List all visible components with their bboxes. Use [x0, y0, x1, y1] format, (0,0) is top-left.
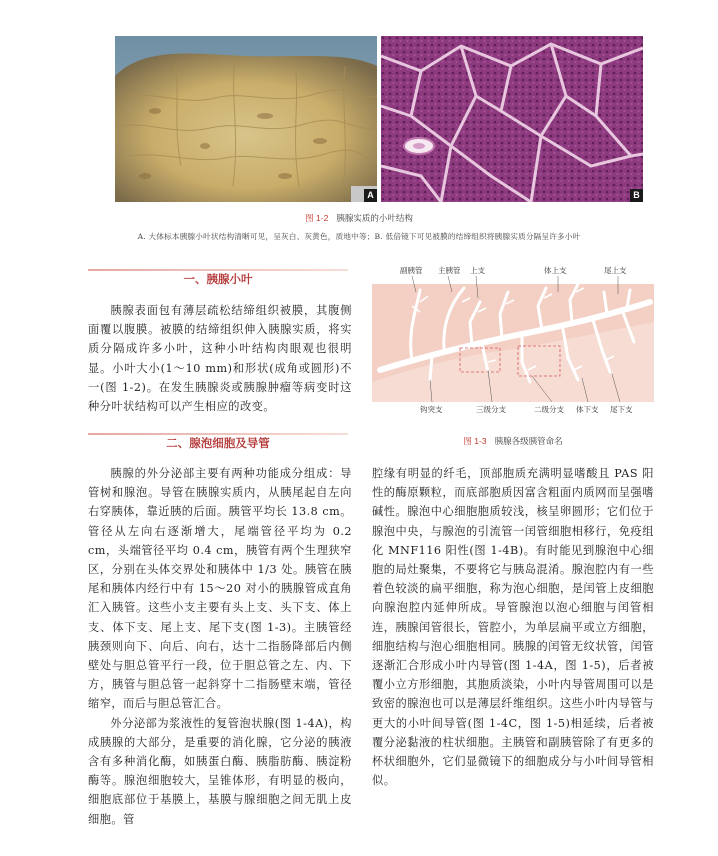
label-main-duct: 主胰管 — [438, 266, 461, 275]
label-secondary-branch: 二级分支 — [534, 405, 564, 414]
section-1-heading-text: 一、胰腺小叶 — [183, 274, 253, 286]
section-2-heading — [88, 435, 348, 451]
section-1-paragraph-text: 胰腺表面包有薄层疏松结缔组织被膜，其腹侧面覆以腹膜。被膜的结缔组织伸入胰腺实质，将实质分隔成许多小叶，这种小叶结构肉眼观也很明显。小叶大小(1～10 mm)和形状(成角或圆形)不一(图 1-2)。在发生胰腺炎或胰腺肿瘤等病变时这种分叶状结构可以产生相应的改变。 — [88, 304, 352, 414]
histology-micrograph — [381, 36, 643, 202]
section-1-heading — [88, 271, 348, 287]
section-2-paragraph-3: 腔缘有明显的纤毛，顶部胞质充满明显嗜酸且 PAS 阳性的酶原颗粒，而底部胞质因富含粗面内质网而呈强嗜碱性。腺泡中心细胞胞质较浅，核呈卵圆形；它们位于腺泡中央，与腺泡的引流管一闰管细胞相移行，免疫组化 MNF116 阳性(图 1-4B)。有时能见到腺泡中心细胞的局灶聚集，不要将它与胰岛混淆。腺泡腔内有一些着色较淡的扁平细胞，称为泡心细胞，是闰管上皮细胞向腺泡腔内延伸所成。导管腺泡以泡心细胞与闰管相连，胰腺闰管很长，管腔小，为单层扁平或立方细胞，细胞结构与泡心细胞相同。胰腺的闰管无纹状管，闰管逐渐汇合形成小叶内导管(图 1-4A，图 1-5)，后者被覆小立方形细胞，其胞质淡染，小叶内导管周围可以是致密的腺泡也可以是薄层纤维组织。这些小叶内导管与更大的小叶间导管(图 1-4C，图 1-5)相延续，后者被覆分泌黏液的柱状细胞。主胰管和副胰管除了有更多的杯状细胞外，它们显微镜下的细胞成分与小叶间导管相似。 — [372, 467, 654, 788]
label-upper-branch: 上支 — [470, 266, 485, 275]
panel-letter-a: A — [364, 189, 377, 202]
pancreatic-duct-diagram — [372, 262, 654, 420]
section-2-right-column — [372, 464, 654, 790]
label-body-upper-branch: 体上支 — [544, 266, 567, 275]
section-2-heading-text: 二、腺泡细胞及导管 — [166, 438, 270, 450]
figure-1-3-title: 胰腺各级胰管命名 — [494, 436, 563, 446]
section-2-paragraph-2: 外分泌部为浆液性的复管泡状腺(图 1-4A)，构成胰腺的大部分，是重要的消化腺，它分泌的胰液含有多种消化酶，如胰蛋白酶、胰脂肪酶、胰淀粉酶等。腺泡细胞较大，呈锥体形，有明显的极向，细胞底部位于基膜上，基膜与腺细胞之间无肌上皮细胞。管 — [88, 716, 352, 826]
figure-1-3-number: 图 1-3 — [463, 436, 487, 446]
figure-1-2-caption — [0, 212, 718, 224]
panel-letter-b: B — [630, 189, 643, 202]
figure-1-2-title: 胰腺实质的小叶结构 — [336, 213, 413, 223]
label-tertiary-branch: 三级分支 — [476, 405, 506, 414]
label-body-lower-branch: 体下支 — [576, 405, 599, 414]
figure-1-3-caption — [372, 435, 654, 447]
label-tail-lower-branch: 尾下支 — [610, 405, 633, 414]
figure-1-2-number: 图 1-2 — [305, 213, 329, 223]
section-2-paragraph-1: 胰腺的外分泌部主要有两种功能成分组成：导管树和腺泡。导管在胰腺实质内，从胰尾起自左向右穿胰体，靠近胰的后面。胰管平均长 13.8 cm。管径从左向右逐渐增大，尾端管径平均为 0.2 cm，头端管径平均 0.4 cm，胰管有两个生理狭窄区，分别在头体交界处和胰体中 1/3 处。胰管在胰尾和胰体内经行中有 15～20 对小的胰腺管成直角汇入胰管。这些小支主要有头上支、头下支、体上支、体下支、尾上支、尾下支(图 1-3)。主胰管经胰颈则向下、向后、向右，达十二指肠降部后内侧壁处与胆总管平行一段，位于胆总管之左、内、下方，胰管与胆总管一起斜穿十二指肠壁末端，管径缩窄，而后与胆总管汇合。 — [88, 467, 352, 711]
label-accessory-duct: 副胰管 — [400, 266, 423, 275]
gross-specimen-photo — [115, 36, 377, 202]
figure-1-2-description: A. 大体标本胰腺小叶状结构清晰可见，呈灰白、灰黄色，质地中等；B. 低倍镜下可见被膜的结缔组织将胰腺实质分隔呈许多小叶 — [137, 232, 581, 241]
label-tail-upper-branch: 尾上支 — [604, 266, 627, 275]
label-uncinate-branch: 钩突支 — [420, 405, 443, 414]
section-2-left-column — [88, 464, 352, 829]
section-1-paragraph — [88, 301, 352, 416]
